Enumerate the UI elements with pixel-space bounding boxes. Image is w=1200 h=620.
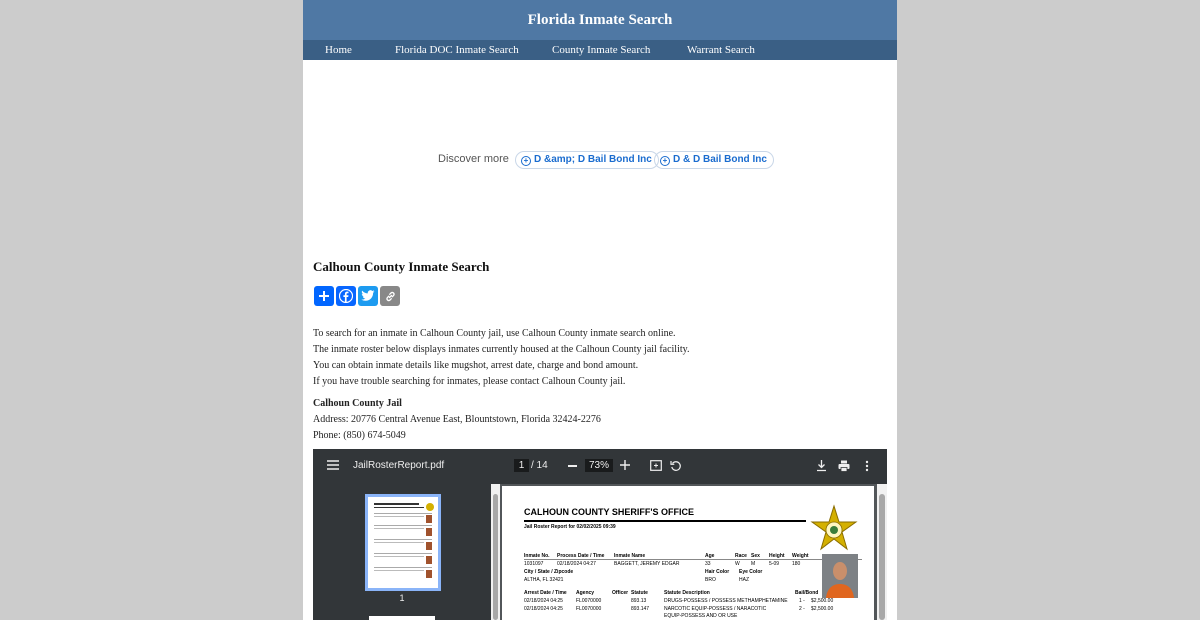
charge-1-bail: $2,500.00 <box>811 598 834 604</box>
intro-line: To search for an inmate in Calhoun County jail, use Calhoun County inmate search online. <box>313 328 676 339</box>
share-buttons <box>314 286 400 306</box>
sidebar-scroll-thumb[interactable] <box>493 494 498 620</box>
inmate-height: 5-09 <box>769 561 780 567</box>
col-bail: Bail/Bond <box>795 590 819 596</box>
pdf-filename: JailRosterReport.pdf <box>353 460 445 471</box>
col-inmate-no: Inmate No. <box>524 553 550 559</box>
thumbnail-sidebar <box>313 484 491 620</box>
discover-more-label: Discover more <box>438 153 509 165</box>
doc-subheading: Jail Roster Report for 02/02/2025 09:39 <box>524 524 616 530</box>
plus-circle-icon: + <box>660 156 670 166</box>
inmate-no: 1031097 <box>524 561 544 567</box>
more-options-icon[interactable] <box>865 460 869 475</box>
charge-2-date: 02/18/2024 04:25 <box>524 606 563 612</box>
col-process: Process Date / Time <box>557 553 605 559</box>
zoom-level[interactable]: 73% <box>585 459 613 472</box>
charge-2-desc-cont: EQUIP-POSSESS AND OR USE <box>664 613 738 619</box>
jail-phone: Phone: (850) 674-5049 <box>313 430 406 441</box>
charge-2-bail: $2,500.00 <box>811 606 834 612</box>
col-officer: Officer <box>612 590 629 596</box>
pill-label: D & D Bail Bond Inc <box>673 154 767 165</box>
sidebar-scrollbar[interactable] <box>491 484 500 620</box>
mugshot <box>822 554 858 598</box>
discover-pill-2[interactable] <box>654 151 774 169</box>
page-thumbnail[interactable] <box>365 494 441 591</box>
print-icon[interactable] <box>838 460 850 475</box>
nav-county-inmate-search[interactable]: County Inmate Search <box>552 44 651 56</box>
page-number-input[interactable]: 1 <box>514 459 529 472</box>
charge-2-num: 2 - <box>799 606 805 612</box>
fit-page-icon[interactable] <box>650 460 662 474</box>
page-total: / 14 <box>531 460 548 471</box>
inmate-city: ALTHA, FL 32421 <box>524 577 564 583</box>
site-header <box>303 0 897 40</box>
col-agency: Agency <box>576 590 595 596</box>
col-height: Height <box>769 553 785 559</box>
doc-scrollbar[interactable] <box>877 484 887 620</box>
charge-2-agency: FL0070000 <box>576 606 602 612</box>
intro-line: If you have trouble searching for inmates, please contact Calhoun County jail. <box>313 376 626 387</box>
doc-heading: CALHOUN COUNTY SHERIFF'S OFFICE <box>524 507 694 517</box>
next-thumbnail[interactable] <box>369 616 435 620</box>
page-content <box>303 0 897 620</box>
rotate-icon[interactable] <box>670 460 682 475</box>
col-statute: Statute <box>631 590 648 596</box>
add-icon[interactable] <box>314 286 334 306</box>
copy-link-icon[interactable] <box>380 286 400 306</box>
col-race: Race <box>735 553 747 559</box>
thumbnail-preview <box>368 497 438 588</box>
facebook-icon[interactable] <box>336 286 356 306</box>
col-hair: Hair Color <box>705 569 730 575</box>
col-age: Age <box>705 553 715 559</box>
col-sex: Sex <box>751 553 760 559</box>
charge-1-desc: DRUGS-POSSESS / POSSESS METHAMPHETAMINE <box>664 598 788 604</box>
inmate-eye: HAZ <box>739 577 749 583</box>
nav-home[interactable]: Home <box>325 44 352 56</box>
charge-2-statute: 893.147 <box>631 606 650 612</box>
discover-pill-1[interactable] <box>515 151 659 169</box>
jail-address: Address: 20776 Central Avenue East, Blountstown, Florida 32424-2276 <box>313 414 601 425</box>
charge-2-desc: NARCOTIC EQUIP-POSSESS / NARACOTIC <box>664 606 767 612</box>
plus-circle-icon: + <box>521 156 531 166</box>
download-icon[interactable] <box>816 460 827 475</box>
inmate-name: BAGGETT, JEREMY EDGAR <box>614 561 680 567</box>
sheriff-star-logo <box>808 504 860 559</box>
intro-line: You can obtain inmate details like mugshot, arrest date, charge and bond amount. <box>313 360 639 371</box>
pdf-toolbar <box>313 449 887 484</box>
col-desc: Statute Description <box>664 590 710 596</box>
menu-icon[interactable] <box>327 460 339 473</box>
article-title: Calhoun County Inmate Search <box>313 259 490 274</box>
col-weight: Weight <box>792 553 809 559</box>
pdf-page <box>502 486 874 620</box>
inmate-sex: M <box>751 561 756 567</box>
zoom-out-icon[interactable] <box>568 465 577 467</box>
twitter-icon[interactable] <box>358 286 378 306</box>
pill-label: D &amp; D Bail Bond Inc <box>534 154 652 165</box>
charge-1-statute: 893.13 <box>631 598 647 604</box>
intro-line: The inmate roster below displays inmates currently housed at the Calhoun County jail facility. <box>313 344 690 355</box>
nav-warrant-search[interactable]: Warrant Search <box>687 44 755 56</box>
col-eye: Eye Color <box>739 569 763 575</box>
intro-text <box>313 326 689 390</box>
inmate-age: 33 <box>705 561 711 567</box>
doc-rule <box>524 520 806 522</box>
site-title[interactable]: Florida Inmate Search <box>527 12 673 28</box>
pdf-viewer[interactable] <box>313 449 887 620</box>
charge-1-num: 1 - <box>799 598 805 604</box>
inmate-race: W <box>735 561 740 567</box>
zoom-in-icon[interactable] <box>620 460 630 473</box>
jail-info <box>313 396 601 444</box>
charge-1-date: 02/18/2024 04:25 <box>524 598 563 604</box>
col-arrest: Arrest Date / Time <box>524 590 567 596</box>
nav-florida-doc-inmate-search[interactable]: Florida DOC Inmate Search <box>395 44 519 56</box>
header-rule <box>524 559 862 560</box>
inmate-hair: BRO <box>705 577 716 583</box>
inmate-weight: 180 <box>792 561 801 567</box>
col-city: City / State / Zipcode <box>524 569 574 575</box>
doc-scroll-thumb[interactable] <box>879 494 885 620</box>
jail-name: Calhoun County Jail <box>313 398 402 409</box>
process-date: 02/18/2024 04:27 <box>557 561 596 567</box>
main-nav <box>303 40 897 60</box>
thumbnail-label: 1 <box>399 593 405 603</box>
charge-1-agency: FL0070000 <box>576 598 602 604</box>
col-name: Inmate Name <box>614 553 646 559</box>
